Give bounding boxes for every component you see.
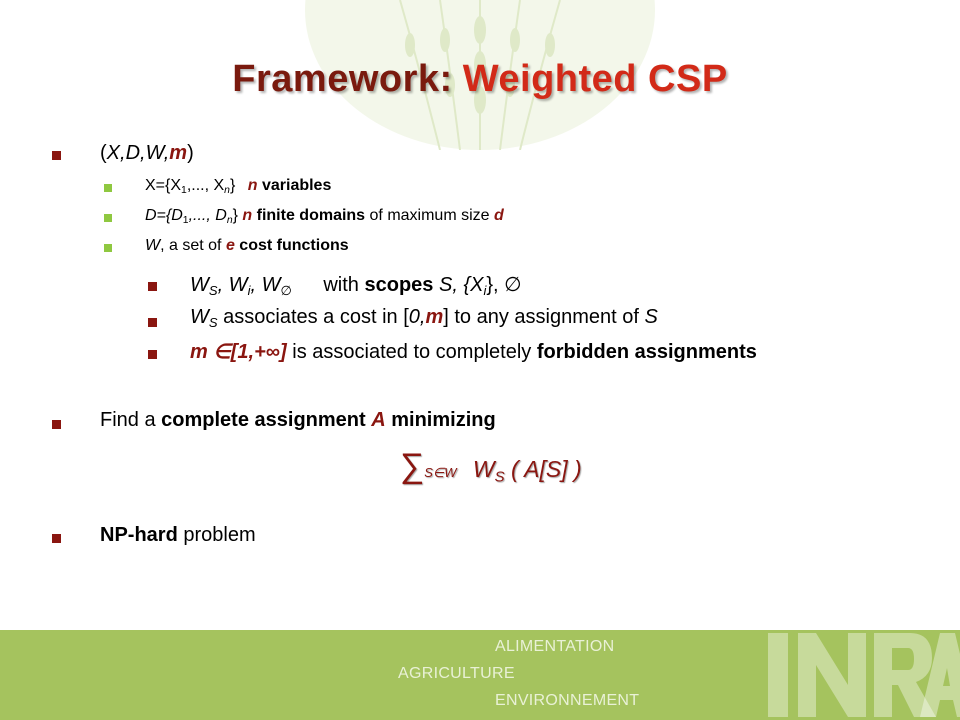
- text: NP-hard: [100, 524, 178, 546]
- text: ( A[S] ): [510, 456, 582, 482]
- text: S, {X: [438, 274, 484, 296]
- text: Find a: [100, 409, 156, 431]
- text: d: [494, 207, 504, 224]
- text: , W: [250, 274, 281, 296]
- text: variables: [261, 177, 332, 194]
- x-definition: [145, 177, 331, 196]
- text: with: [323, 274, 359, 296]
- bullet-marker: [52, 151, 61, 160]
- objective-formula: [400, 447, 582, 486]
- text: m ∈[1,+∞]: [190, 341, 287, 363]
- text: (: [100, 142, 107, 164]
- text: 1: [182, 215, 189, 227]
- text: W: [190, 274, 209, 296]
- bullet-marker: [52, 420, 61, 429]
- text: m: [425, 306, 444, 328]
- text: scopes: [364, 274, 434, 296]
- text: problem: [183, 524, 256, 546]
- text: X={X: [145, 177, 182, 194]
- text: }: [232, 207, 238, 224]
- text: S∈W: [424, 465, 457, 480]
- text: S: [644, 306, 658, 328]
- tuple-line: [100, 142, 194, 165]
- bullet-marker: [104, 244, 112, 252]
- bullet-marker: [104, 214, 112, 222]
- text: ,..., X: [186, 177, 225, 194]
- text: S: [494, 468, 505, 486]
- text: associates a cost in [: [223, 306, 409, 328]
- associates-line: [190, 306, 658, 330]
- text: D={D: [145, 207, 183, 224]
- footer-text: AGRICULTURE: [398, 665, 515, 682]
- text: W: [190, 306, 209, 328]
- text: n: [226, 215, 233, 227]
- footer-text: ALIMENTATION: [495, 638, 615, 655]
- text: m: [169, 142, 188, 164]
- title-part1: Framework:: [232, 58, 453, 100]
- text: S: [208, 314, 218, 330]
- inra-logo: [750, 630, 960, 720]
- text: ] to any assignment of: [443, 306, 639, 328]
- text: ): [187, 142, 194, 164]
- d-definition: [145, 207, 504, 226]
- bullet-marker: [52, 534, 61, 543]
- text: n: [224, 185, 230, 197]
- text: forbidden assignments: [536, 341, 757, 363]
- text: ∅: [504, 274, 522, 296]
- text: of maximum size: [369, 207, 490, 224]
- text: n: [242, 207, 253, 224]
- text: W: [472, 456, 495, 482]
- text: S: [208, 282, 218, 298]
- text: }: [229, 177, 236, 194]
- text: A: [371, 409, 386, 431]
- w-definition: [145, 237, 349, 255]
- bullet-marker: [104, 184, 112, 192]
- footer-text: ENVIRONNEMENT: [495, 692, 640, 709]
- sigma-symbol: ∑: [400, 447, 425, 485]
- text: W: [145, 237, 161, 254]
- text: is associated to completely: [292, 341, 532, 363]
- text: 1: [181, 185, 187, 197]
- text: , a set of: [160, 237, 222, 254]
- slide-title: [0, 58, 960, 101]
- text: X,D,W,: [106, 142, 170, 164]
- text: 0,: [408, 306, 426, 328]
- text: ∅: [280, 282, 292, 298]
- text: cost functions: [239, 237, 349, 254]
- text: complete assignment: [161, 409, 366, 431]
- text: i: [247, 282, 251, 298]
- title-part2: Weighted CSP: [462, 58, 728, 100]
- text: },: [486, 274, 499, 296]
- text: n: [247, 177, 258, 194]
- text: minimizing: [391, 409, 496, 431]
- bullet-marker: [148, 318, 157, 327]
- forbidden-line: [190, 339, 757, 364]
- text: finite domains: [256, 207, 366, 224]
- text: , W: [217, 274, 248, 296]
- text: e: [225, 237, 235, 254]
- text: ,..., D: [188, 207, 227, 224]
- find-line: [100, 409, 496, 432]
- bullet-marker: [148, 282, 157, 291]
- bullet-marker: [148, 350, 157, 359]
- scopes-line: $W_S$, $W_i$, $W_\emptyset$ with scopes S, $\{X_i\}$, ∅: [190, 274, 522, 298]
- np-line: [100, 524, 256, 547]
